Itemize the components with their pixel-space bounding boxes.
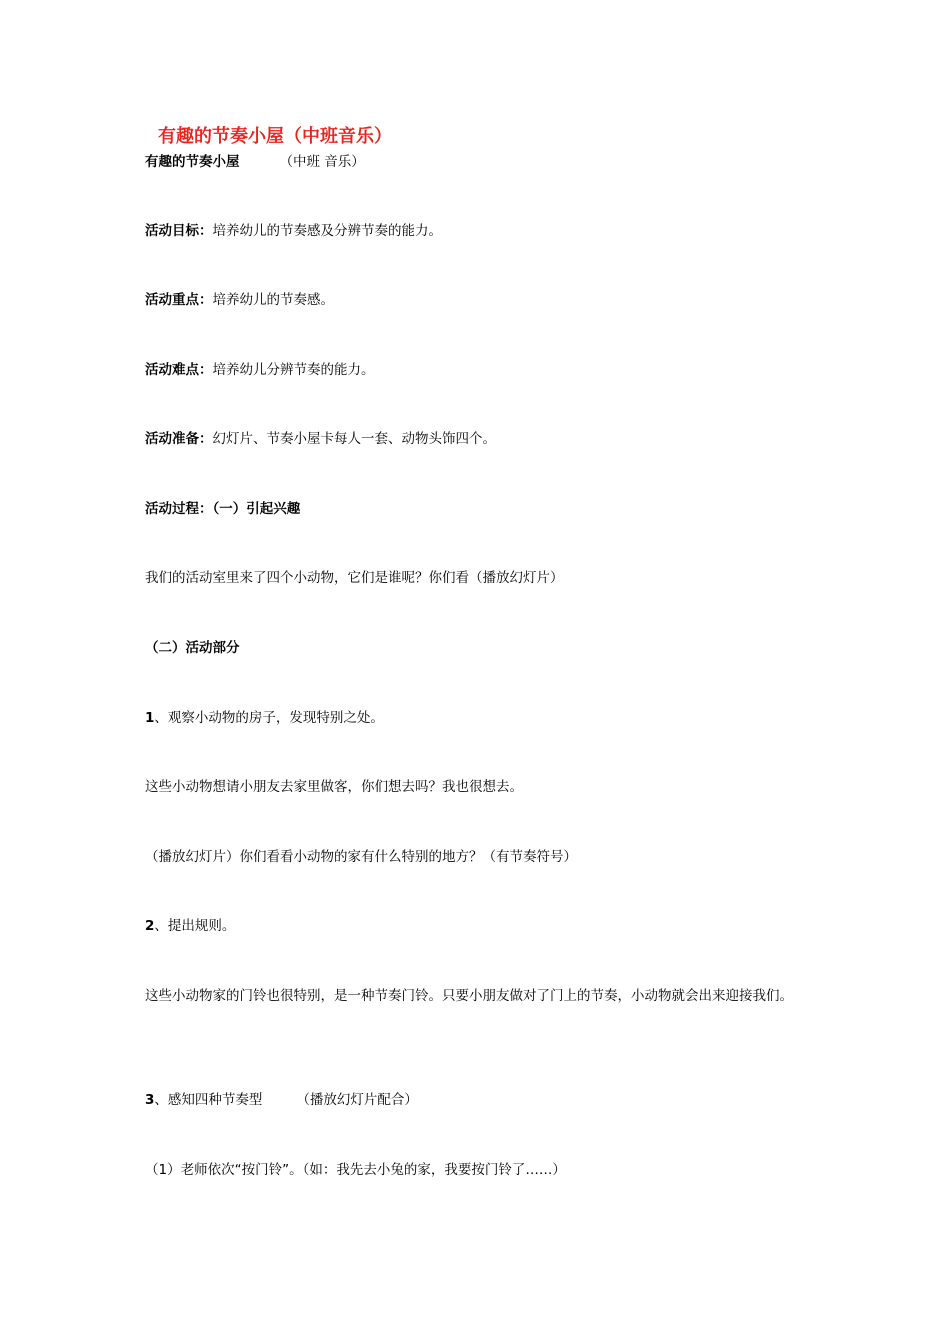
key-text: 培养幼儿的节奏感。 [212, 292, 334, 308]
goal-label: 活动目标： [145, 223, 213, 239]
prep-text: 幻灯片、节奏小屋卡每人一套、动物头饰四个。 [212, 431, 496, 447]
subtitle-tag: （中班 音乐） [279, 154, 365, 170]
step-3-number: 3 [145, 1092, 155, 1108]
step-3-note: （播放幻灯片配合） [296, 1092, 418, 1108]
step-2-text: 、提出规则。 [154, 918, 236, 934]
step-3-text: 、感知四种节奏型 [154, 1092, 263, 1108]
step-2-number: 2 [145, 918, 155, 934]
process-label: 活动过程： [145, 501, 213, 517]
activity-goal [145, 221, 442, 241]
process-text: （一）引起兴趣 [212, 501, 301, 517]
activity-process [145, 499, 300, 519]
step-1-number: 1 [145, 710, 155, 726]
subtitle-main: 有趣的节奏小屋 [145, 154, 240, 170]
step-3 [145, 1090, 418, 1110]
document-title: 有趣的节奏小屋（中班音乐） [158, 126, 392, 147]
substep-1-text: 老师依次“按门铃”。（如：我先去小兔的家，我要按门铃了……） [180, 1162, 566, 1178]
key-label: 活动重点： [145, 292, 213, 308]
activity-key-point [145, 290, 334, 310]
step-1 [145, 708, 384, 728]
paragraph-intro: 我们的活动室里来了四个小动物，它们是谁呢？你们看（播放幻灯片） [145, 570, 564, 586]
activity-difficulty [145, 360, 375, 380]
section-heading-2: （二）活动部分 [145, 640, 240, 656]
substep-1 [145, 1160, 566, 1180]
step-1-text: 、观察小动物的房子，发现特别之处。 [154, 710, 384, 726]
paragraph-invite: 这些小动物想请小朋友去家里做客，你们想去吗？我也很想去。 [145, 779, 523, 795]
paragraph-slides: （播放幻灯片）你们看看小动物的家有什么特别的地方？（有节奏符号） [145, 849, 577, 865]
step-2 [145, 916, 235, 936]
goal-text: 培养幼儿的节奏感及分辨节奏的能力。 [212, 223, 442, 239]
difficulty-text: 培养幼儿分辨节奏的能力。 [212, 362, 375, 378]
activity-preparation [145, 429, 496, 449]
substep-1-number: （1） [145, 1162, 181, 1178]
prep-label: 活动准备： [145, 431, 213, 447]
difficulty-label: 活动难点： [145, 362, 213, 378]
subtitle-line [145, 152, 365, 172]
paragraph-doorbell: 这些小动物家的门铃也很特别，是一种节奏门铃。只要小朋友做对了门上的节奏，小动物就会出来迎接我们。 [145, 988, 793, 1004]
